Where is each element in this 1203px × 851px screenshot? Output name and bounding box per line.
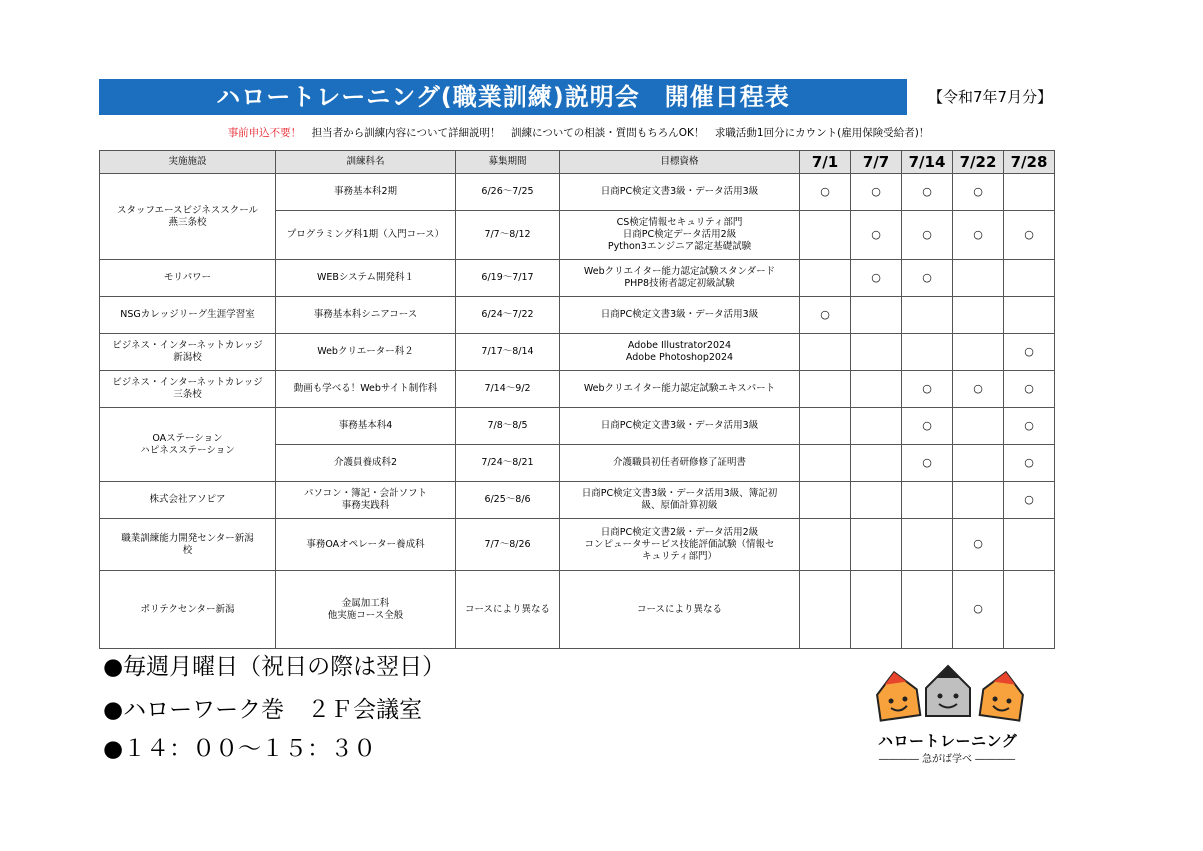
session-mark: ○	[871, 270, 881, 284]
course-cell-line: 金属加工科	[341, 597, 390, 609]
course-cell	[276, 408, 456, 445]
qualification-cell-line: Adobe Photoshop2024	[625, 352, 734, 363]
facility-cell	[100, 297, 276, 334]
session-mark: ○	[973, 227, 983, 241]
course-cell	[276, 519, 456, 571]
date-cell-4	[953, 371, 1004, 408]
header-date-5: 7/28	[1004, 151, 1055, 174]
qualification-cell	[560, 297, 800, 334]
date-cell-3	[902, 174, 953, 211]
session-mark: ○	[922, 455, 932, 469]
header-row	[100, 151, 1055, 174]
date-cell-4	[953, 260, 1004, 297]
date-cell-2	[851, 408, 902, 445]
date-cell-2	[851, 482, 902, 519]
course-cell-line: 事務実践科	[341, 500, 390, 511]
session-mark: ○	[871, 184, 881, 198]
qualification-cell-line: コースにより異なる	[636, 603, 723, 615]
date-cell-3	[902, 482, 953, 519]
qualification-cell-line: 日商PC検定文書3級・データ活用3級	[600, 309, 759, 320]
header-date-1: 7/1	[800, 151, 851, 174]
date-cell-2	[851, 371, 902, 408]
subnote	[99, 125, 1058, 140]
date-cell-5	[1004, 445, 1055, 482]
header-qualification: 目標資格	[560, 151, 800, 174]
course-cell-line: 事務基本科シニアコース	[313, 309, 418, 320]
subnote-text: 担当者から訓練内容について詳細説明！ 訓練についての相談・質問もちろんOK！ 求職活動1回分にカウント(雇用保険受給者)！	[311, 127, 930, 139]
qualification-cell-line: Adobe Illustrator2024	[627, 340, 732, 351]
course-cell-line: パソコン・簿記・会計ソフト	[303, 488, 428, 499]
session-mark: ○	[922, 184, 932, 198]
date-cell-1	[800, 297, 851, 334]
facility-cell-line: ビジネス・インターネットカレッジ	[112, 377, 263, 388]
logo-subtitle: ―――― 急がば学べ ――――	[878, 754, 1016, 765]
course-cell-line: 事務OAオペレーター養成科	[306, 538, 425, 550]
session-mark: ○	[922, 227, 932, 241]
course-cell	[276, 211, 456, 260]
date-cell-3	[902, 519, 953, 571]
info-schedule-day: ●毎週月曜日（祝日の際は翌日）	[103, 654, 446, 680]
facility-cell-line: 三条校	[173, 389, 202, 400]
date-cell-3	[902, 211, 953, 260]
period-cell: 6/19～7/17	[456, 260, 560, 297]
qualification-cell-line: PHP8技術者認定初級試験	[624, 278, 735, 289]
period-cell: 7/7～8/12	[456, 211, 560, 260]
date-cell-5	[1004, 174, 1055, 211]
date-cell-4	[953, 519, 1004, 571]
table-row	[100, 174, 1055, 211]
date-cell-1	[800, 571, 851, 649]
session-mark: ○	[973, 381, 983, 395]
table-row	[100, 371, 1055, 408]
session-mark: ○	[820, 184, 830, 198]
date-cell-1	[800, 371, 851, 408]
period-cell: 7/7～8/26	[456, 519, 560, 571]
qualification-cell-line: 日商PC検定文書3級・データ活用3級	[600, 186, 759, 197]
date-cell-1	[800, 260, 851, 297]
session-mark: ○	[820, 307, 830, 321]
period-cell: 7/8～8/5	[456, 408, 560, 445]
table-row	[100, 260, 1055, 297]
course-cell	[276, 571, 456, 649]
course-cell	[276, 260, 456, 297]
table-row	[100, 297, 1055, 334]
date-cell-1	[800, 174, 851, 211]
date-cell-1	[800, 519, 851, 571]
date-cell-4	[953, 174, 1004, 211]
session-mark: ○	[973, 537, 983, 550]
session-mark: ○	[922, 418, 932, 432]
qualification-cell	[560, 445, 800, 482]
date-cell-2	[851, 260, 902, 297]
date-cell-3	[902, 297, 953, 334]
table-row	[100, 408, 1055, 445]
qualification-cell	[560, 482, 800, 519]
date-cell-3	[902, 408, 953, 445]
date-cell-2	[851, 297, 902, 334]
qualification-cell-line: 日商PC検定文書3級・データ活用3級	[600, 420, 759, 431]
facility-cell-line: 校	[182, 544, 193, 556]
course-cell-line: 介護員養成科2	[333, 457, 398, 468]
date-cell-5	[1004, 297, 1055, 334]
course-cell-line: 事務基本科2期	[333, 186, 398, 197]
period-cell: コースにより異なる	[456, 571, 560, 649]
session-mark: ○	[1024, 418, 1034, 432]
session-mark: ○	[922, 381, 932, 395]
header-date-3: 7/14	[902, 151, 953, 174]
qualification-cell	[560, 371, 800, 408]
qualification-cell-line: コンピュータサービス技能評価試験（情報セ	[584, 538, 775, 550]
schedule-table	[99, 150, 1055, 649]
info-location: ●ハローワーク巻 ２Ｆ会議室	[103, 697, 423, 723]
course-cell-line: 他実施コース全般	[327, 609, 404, 621]
facility-cell-line: ハピネスステーション	[140, 444, 235, 456]
qualification-cell	[560, 571, 800, 649]
date-cell-1	[800, 482, 851, 519]
qualification-cell-line: 日商PC検定データ活用2級	[622, 229, 737, 240]
date-cell-3	[902, 571, 953, 649]
qualification-cell	[560, 174, 800, 211]
facility-cell	[100, 260, 276, 297]
logo-text: ハロートレーニング	[878, 732, 1018, 750]
facility-cell-line: 新潟校	[173, 352, 202, 363]
facility-cell-line: ビジネス・インターネットカレッジ	[112, 340, 263, 351]
course-cell	[276, 174, 456, 211]
facility-cell-line: OAステーション	[152, 432, 223, 444]
date-cell-3	[902, 260, 953, 297]
date-cell-4	[953, 445, 1004, 482]
period-cell: 6/25～8/6	[456, 482, 560, 519]
table-row	[100, 482, 1055, 519]
date-cell-4	[953, 297, 1004, 334]
header-date-2: 7/7	[851, 151, 902, 174]
date-cell-5	[1004, 519, 1055, 571]
date-cell-4	[953, 211, 1004, 260]
qualification-cell	[560, 260, 800, 297]
facility-cell-line: NSGカレッジリーグ生涯学習室	[120, 309, 255, 320]
qualification-cell	[560, 519, 800, 571]
table-row	[100, 571, 1055, 649]
period-cell: 7/24～8/21	[456, 445, 560, 482]
course-cell-line: 事務基本科4	[338, 420, 393, 431]
date-cell-4	[953, 334, 1004, 371]
qualification-cell	[560, 211, 800, 260]
session-mark: ○	[1024, 381, 1034, 395]
facility-cell-line: 株式会社アソピア	[149, 494, 226, 505]
date-cell-4	[953, 408, 1004, 445]
date-cell-3	[902, 371, 953, 408]
no-reservation-note: 事前申込不要！	[227, 127, 302, 139]
qualification-cell-line: Webクリエイター能力認定試験スタンダード	[583, 266, 776, 277]
session-mark: ○	[1024, 227, 1034, 241]
period-cell: 6/24～7/22	[456, 297, 560, 334]
course-cell-line: 動画も学べる！Webサイト制作科	[293, 383, 438, 394]
info-time: ●１４：００～１５：３０	[103, 736, 377, 762]
session-mark: ○	[871, 227, 881, 241]
facility-cell	[100, 334, 276, 371]
header-course: 訓練科名	[276, 151, 456, 174]
date-cell-2	[851, 211, 902, 260]
date-cell-1	[800, 408, 851, 445]
course-cell	[276, 297, 456, 334]
qualification-cell-line: 介護職員初任者研修修了証明書	[612, 457, 746, 468]
date-cell-5	[1004, 571, 1055, 649]
header-period: 募集期間	[456, 151, 560, 174]
facility-cell-line: 燕三条校	[168, 216, 207, 228]
date-cell-5	[1004, 371, 1055, 408]
page-title: ハロートレーニング(職業訓練)説明会 開催日程表	[99, 79, 907, 115]
qualification-cell-line: 級、原価計算初級	[641, 500, 718, 511]
course-cell	[276, 371, 456, 408]
qualification-cell	[560, 408, 800, 445]
course-cell	[276, 482, 456, 519]
facility-cell	[100, 174, 276, 260]
qualification-cell-line: Python3エンジニア認定基礎試験	[607, 241, 752, 252]
qualification-cell-line: CS検定情報セキュリティ部門	[616, 217, 743, 228]
date-cell-5	[1004, 260, 1055, 297]
date-cell-5	[1004, 334, 1055, 371]
session-mark: ○	[922, 270, 932, 284]
date-cell-4	[953, 571, 1004, 649]
facility-cell	[100, 408, 276, 482]
date-cell-5	[1004, 408, 1055, 445]
date-cell-5	[1004, 482, 1055, 519]
session-mark: ○	[973, 184, 983, 198]
date-cell-2	[851, 334, 902, 371]
facility-cell-line: スタッフエースビジネススクール	[116, 204, 259, 216]
course-cell-line: プログラミング科1期（入門コース）	[286, 229, 445, 240]
table-row	[100, 519, 1055, 571]
course-cell	[276, 445, 456, 482]
facility-cell-line: 職業訓練能力開発センター新潟	[121, 532, 254, 544]
qualification-cell-line: キュリティ部門）	[641, 550, 718, 562]
course-cell-line: Webクリエーター科２	[317, 346, 414, 357]
qualification-cell-line: 日商PC検定文書2級・データ活用2級	[600, 526, 759, 538]
period-cell: 7/17～8/14	[456, 334, 560, 371]
month-label: 【令和7年7月分】	[928, 88, 1053, 106]
header-date-4: 7/22	[953, 151, 1004, 174]
date-cell-3	[902, 334, 953, 371]
date-cell-1	[800, 334, 851, 371]
date-cell-1	[800, 445, 851, 482]
date-cell-2	[851, 571, 902, 649]
course-cell	[276, 334, 456, 371]
period-cell: 7/14～9/2	[456, 371, 560, 408]
qualification-cell	[560, 334, 800, 371]
qualification-cell-line: Webクリエイター能力認定試験エキスパート	[583, 383, 776, 394]
date-cell-2	[851, 174, 902, 211]
date-cell-2	[851, 445, 902, 482]
date-cell-2	[851, 519, 902, 571]
session-mark: ○	[1024, 344, 1034, 358]
table-row	[100, 334, 1055, 371]
date-cell-3	[902, 445, 953, 482]
date-cell-4	[953, 482, 1004, 519]
date-cell-1	[800, 211, 851, 260]
facility-cell-line: ポリテクセンター新潟	[140, 603, 235, 615]
facility-cell	[100, 571, 276, 649]
session-mark: ○	[1024, 492, 1034, 506]
facility-cell	[100, 371, 276, 408]
session-mark: ○	[1024, 455, 1034, 469]
header-facility: 実施施設	[100, 151, 276, 174]
facility-cell	[100, 482, 276, 519]
session-mark: ○	[973, 602, 983, 615]
period-cell: 6/26～7/25	[456, 174, 560, 211]
facility-cell	[100, 519, 276, 571]
qualification-cell-line: 日商PC検定文書3級・データ活用3級、簿記初	[581, 488, 778, 499]
facility-cell-line: モリパワー	[163, 272, 212, 283]
date-cell-5	[1004, 211, 1055, 260]
course-cell-line: WEBシステム開発科１	[317, 272, 414, 283]
